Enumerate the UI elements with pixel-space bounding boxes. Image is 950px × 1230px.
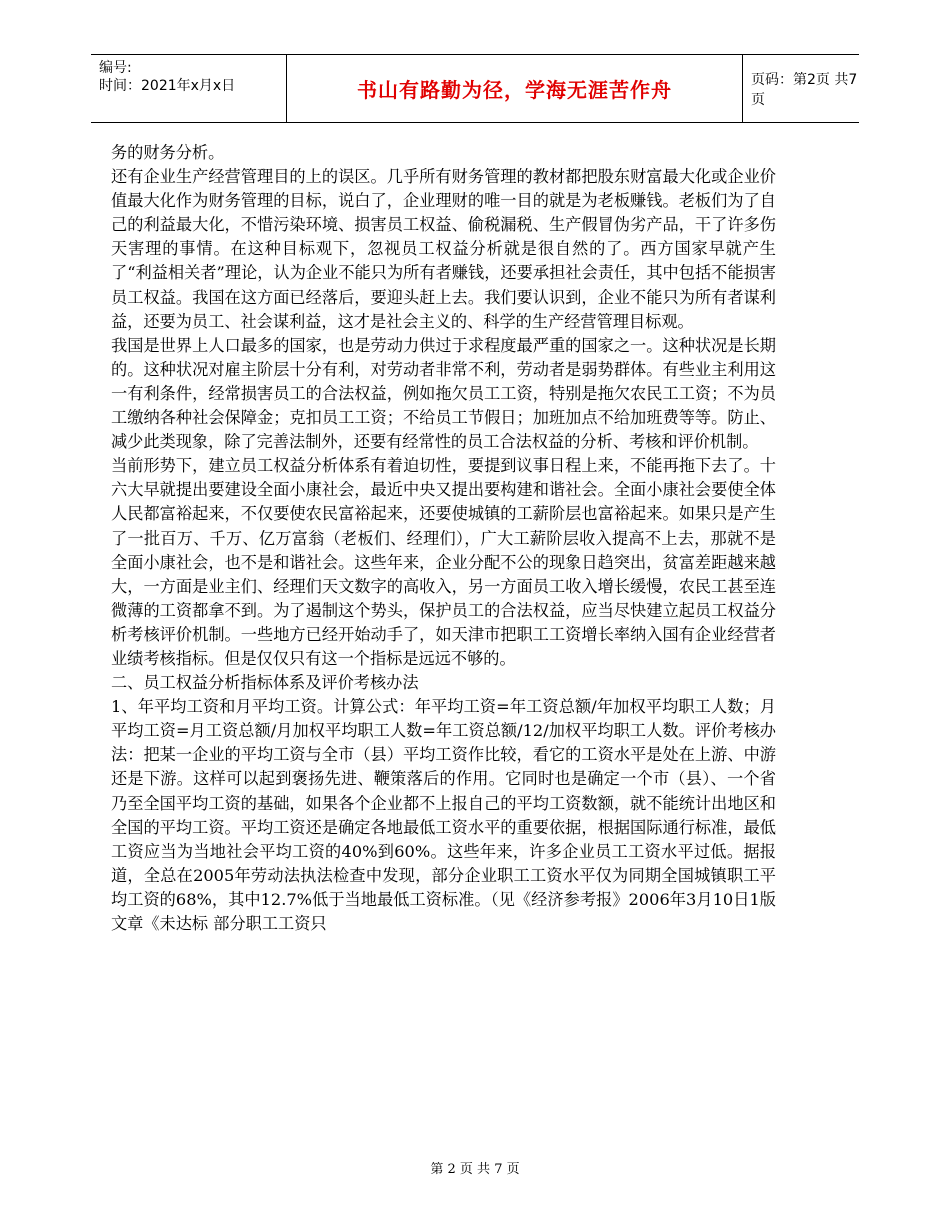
header-page-number: 页码：第2页 共7页 <box>751 71 858 108</box>
document-time-label: 时间：2021年x月x日 <box>99 78 236 94</box>
document-body <box>111 141 776 936</box>
paragraph: 当前形势下，建立员工权益分析体系有着迫切性，要提到议事日程上来，不能再拖下去了。十六大早就提出要建设全面小康社会，最近中央又提出要构建和谐社会。全面小康社会要使全体人民都富裕起来，不仅要使农民富裕起来，还要使城镇的工薪阶层也富裕起来。如果只是产生了一批百万、千万、亿万富翁（老板们、经理们），广大工薪阶层收入提高不上去，那就不是全面小康社会，也不是和谐社会。这些年来，企业分配不公的现象日趋突出，贫富差距越来越大，一方面是业主们、经理们天文数字的高收入，另一方面员工收入增长缓慢，农民工甚至连微薄的工资都拿不到。为了遏制这个势头，保护员工的合法权益，应当尽快建立起员工权益分析考核评价机制。一些地方已经开始动手了，如天津市把职工工资增长率纳入国有企业经营者业绩考核指标。但是仅仅只有这一个指标是远远不够的。 <box>111 456 776 668</box>
document-number-label: 编号: <box>99 60 132 76</box>
header-meta <box>99 59 289 95</box>
header-motto: 书山有路勤为径，学海无涯苦作舟 <box>286 55 743 122</box>
section-heading: 二、员工权益分析指标体系及评价考核办法 <box>111 673 419 693</box>
paragraph: 还有企业生产经营管理目的上的误区。几乎所有财务管理的教材都把股东财富最大化或企业价值最大化作为财务管理的目标，说白了，企业理财的唯一目的就是为老板赚钱。老板们为了自己的利益最大化，不惜污染环境、损害员工权益、偷税漏税、生产假冒伪劣产品，干了许多伤天害理的事情。在这种目标观下，忽视员工权益分析就是很自然的了。西方国家早就产生了“利益相关者”理论，认为企业不能只为所有者赚钱，还要承担社会责任，其中包括不能损害员工权益。我国在这方面已经落后，要迎头赶上去。我们要认识到，企业不能只为所有者谋利益，还要为员工、社会谋利益，这才是社会主义的、科学的生产经营管理目标观。 <box>111 167 776 331</box>
paragraph: 1、年平均工资和月平均工资。计算公式：年平均工资=年工资总额/年加权平均职工人数；月平均工资=月工资总额/月加权平均职工人数=年工资总额/12/加权平均职工人数。评价考核办法：把某一企业的平均工资与全市（县）平均工资作比较，看它的工资水平是处在上游、中游还是下游。这样可以起到褒扬先进、鞭策落后的作用。它同时也是确定一个市（县）、一个省乃至全国平均工资的基础，如果各个企业都不上报自己的平均工资数额，就不能统计出地区和全国的平均工资。平均工资还是确定各地最低工资水平的重要依据，根据国际通行标准，最低工资应当为当地社会平均工资的40%到60%。这些年来，许多企业员工工资水平过低。据报道，全总在2005年劳动法执法检查中发现，部分企业职工工资水平仅为同期全国城镇职工平均工资的68%，其中12.7%低于当地最低工资标准。（见《经济参考报》2006年3月10日1版文章《未达标 部分职工工资只 <box>111 697 776 933</box>
page-header <box>91 54 859 123</box>
paragraph: 我国是世界上人口最多的国家，也是劳动力供过于求程度最严重的国家之一。这种状况是长期的。这种状况对雇主阶层十分有利，对劳动者非常不利，劳动者是弱势群体。有些业主利用这一有利条件，经常损害员工的合法权益，例如拖欠员工工资，特别是拖欠农民工工资；不为员工缴纳各种社会保障金；克扣员工工资；不给员工节假日；加班加点不给加班费等等。防止、减少此类现象，除了完善法制外，还要有经常性的员工合法权益的分析、考核和评价机制。 <box>111 335 776 452</box>
paragraph: 务的财务分析。 <box>111 143 225 162</box>
page-footer: 第 2 页 共 7 页 <box>430 1162 520 1177</box>
